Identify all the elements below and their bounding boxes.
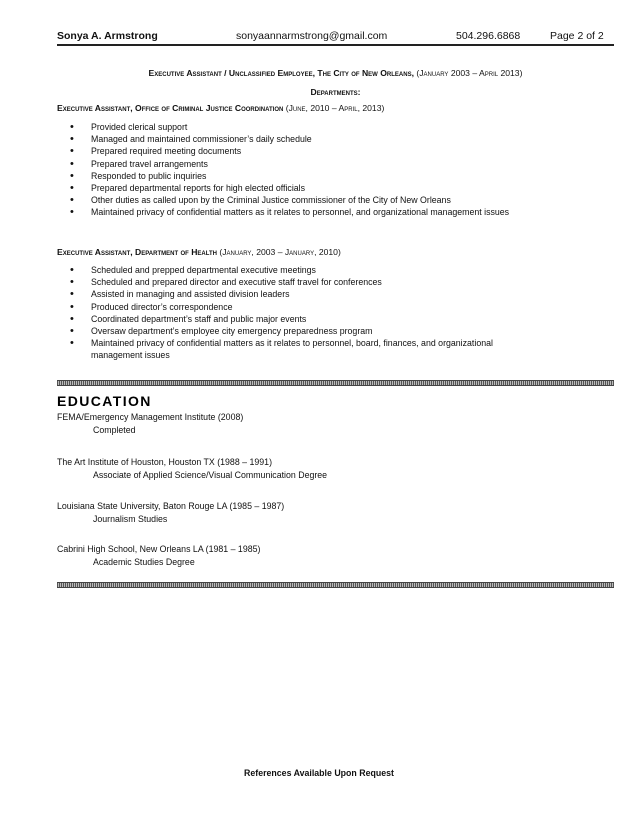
list-item: • Prepared departmental reports for high elected officials <box>70 182 580 194</box>
list-item: • Maintained privacy of confidential matters as it relates to personnel, and organizational management issues <box>70 206 580 218</box>
education-detail: Completed <box>93 424 136 435</box>
header-page-number: Page 2 of 2 <box>550 30 604 42</box>
education-school: The Art Institute of Houston, Houston TX (1988 – 1991) <box>57 457 272 467</box>
list-item: • Prepared travel arrangements <box>70 158 580 170</box>
references-note: References Available Upon Request <box>244 768 394 778</box>
education-heading: EDUCATION <box>57 393 152 409</box>
header-rule <box>57 44 614 46</box>
list-item: • Provided clerical support <box>70 121 580 133</box>
education-detail: Associate of Applied Science/Visual Communication Degree <box>93 469 328 480</box>
department-title: Executive Assistant, Office of Criminal Justice Coordination <box>57 103 284 113</box>
department-heading <box>57 247 341 257</box>
department-dates: (January, 2003 – January, 2010) <box>219 247 341 257</box>
departments-label: Departments: <box>310 87 361 97</box>
education-school: FEMA/Emergency Management Institute (2008) <box>57 412 244 422</box>
list-item: • Maintained privacy of confidential matters as it relates to personnel, board, finances, and organizational management issues <box>70 337 540 361</box>
section-divider <box>57 582 614 588</box>
section-divider <box>57 380 614 386</box>
list-item: • Responded to public inquiries <box>70 170 580 182</box>
department-duties-list <box>70 264 540 362</box>
department-title: Executive Assistant, Department of Health <box>57 247 217 257</box>
education-school: Cabrini High School, New Orleans LA (1981 – 1985) <box>57 544 261 554</box>
header-email: sonyaannarmstrong@gmail.com <box>236 30 388 42</box>
position-title: Executive Assistant / Unclassified Employee, The City of New Orleans, <box>148 68 414 78</box>
education-entry <box>57 543 260 568</box>
list-item: • Other duties as called upon by the Criminal Justice commissioner of the City of New Orleans <box>70 194 580 206</box>
list-item: • Prepared required meeting documents <box>70 145 580 157</box>
list-item: • Managed and maintained commissioner’s daily schedule <box>70 133 580 145</box>
list-item: • Scheduled and prepared director and executive staff travel for conferences <box>70 276 540 288</box>
education-entry <box>57 411 243 436</box>
list-item: • Assisted in managing and assisted division leaders <box>70 288 540 300</box>
education-school: Louisiana State University, Baton Rouge LA (1985 – 1987) <box>57 501 285 511</box>
department-heading <box>57 103 384 113</box>
education-detail: Journalism Studies <box>93 513 168 524</box>
list-item: • Produced director’s correspondence <box>70 301 540 313</box>
list-item: • Oversaw department’s employee city emergency preparedness program <box>70 325 540 337</box>
position-title-line <box>57 68 614 78</box>
position-dates: (January 2003 – April 2013) <box>416 68 523 78</box>
department-duties-list <box>70 121 580 219</box>
education-detail: Academic Studies Degree <box>93 556 195 567</box>
education-entry <box>57 500 284 525</box>
list-item: • Coordinated department’s staff and public major events <box>70 313 540 325</box>
list-item: • Scheduled and prepped departmental executive meetings <box>70 264 540 276</box>
header-phone: 504.296.6868 <box>456 30 521 42</box>
education-entry <box>57 456 327 481</box>
department-dates: (June, 2010 – April, 2013) <box>285 103 385 113</box>
header-name: Sonya A. Armstrong <box>57 30 158 42</box>
